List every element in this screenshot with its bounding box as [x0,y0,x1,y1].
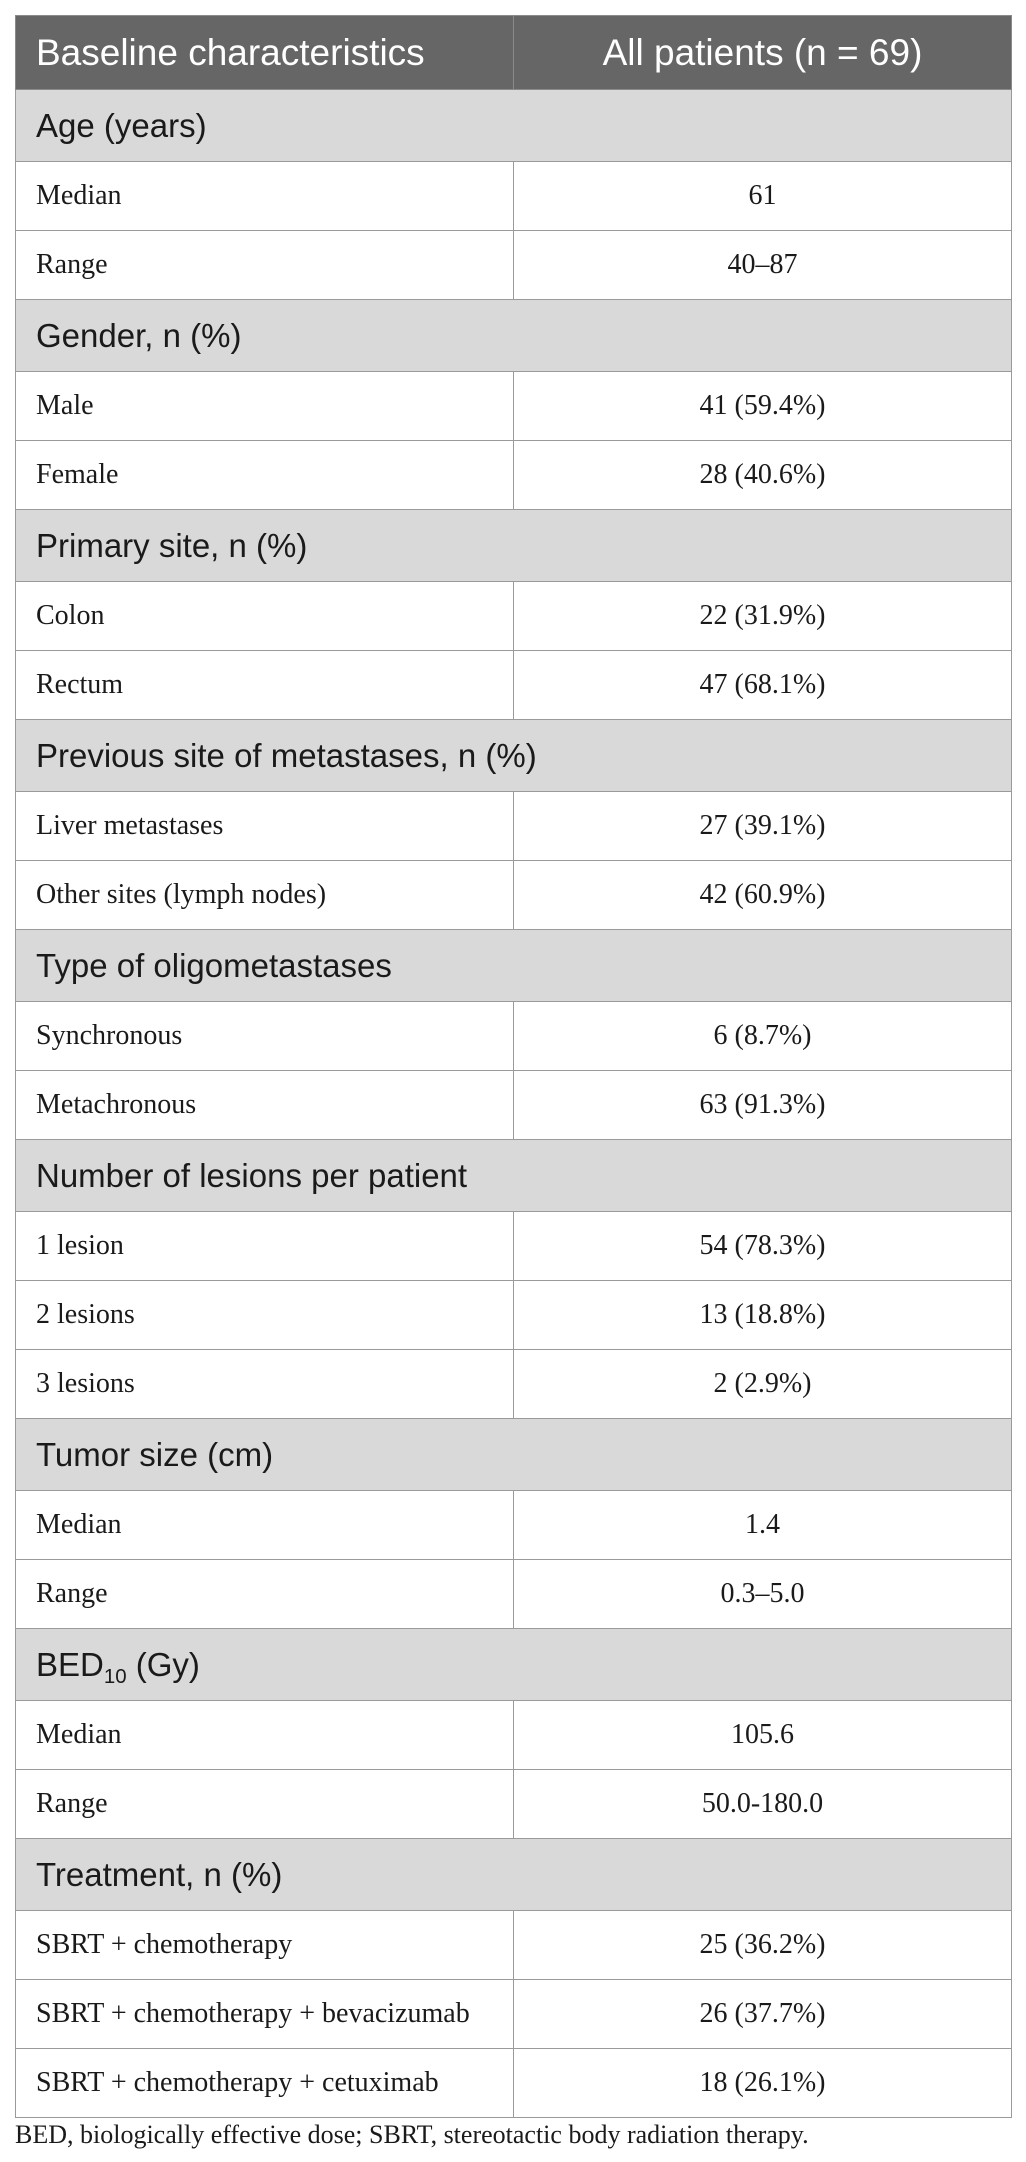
section-header-bed10 [16,1629,1012,1701]
row-value: 18 (26.1%) [514,2049,1012,2118]
section-title: Age (years) [16,90,1012,162]
row-label: Female [16,441,514,510]
table-row [16,1350,1012,1419]
table-row [16,792,1012,861]
table-row [16,372,1012,441]
table-row [16,861,1012,930]
table-row [16,1701,1012,1770]
table-row [16,1911,1012,1980]
row-label: Range [16,1560,514,1629]
table-row [16,1212,1012,1281]
row-label: Median [16,1701,514,1770]
table-row [16,441,1012,510]
row-label: 1 lesion [16,1212,514,1281]
row-value: 13 (18.8%) [514,1281,1012,1350]
table-row [16,1281,1012,1350]
section-title-rest: (Gy) [126,1645,200,1683]
row-value: 63 (91.3%) [514,1071,1012,1140]
row-value: 40–87 [514,231,1012,300]
table-row [16,1560,1012,1629]
section-title-subscript: 10 [103,1664,127,1688]
section-title: Gender, n (%) [16,300,1012,372]
section-title-main: BED [36,1645,104,1683]
row-label: Rectum [16,651,514,720]
row-label: Other sites (lymph nodes) [16,861,514,930]
table-header-row [16,16,1012,90]
table-row [16,1071,1012,1140]
row-value: 28 (40.6%) [514,441,1012,510]
section-title: Tumor size (cm) [16,1419,1012,1491]
table-row [16,162,1012,231]
row-label: Median [16,162,514,231]
row-value: 27 (39.1%) [514,792,1012,861]
row-value: 2 (2.9%) [514,1350,1012,1419]
row-value: 47 (68.1%) [514,651,1012,720]
section-header-lesions [16,1140,1012,1212]
row-value: 1.4 [514,1491,1012,1560]
section-title [16,1629,1012,1701]
table-row [16,2049,1012,2118]
table-row [16,1980,1012,2049]
section-title: Previous site of metastases, n (%) [16,720,1012,792]
row-label: Liver metastases [16,792,514,861]
baseline-characteristics-table [15,15,1012,2118]
row-value: 50.0-180.0 [514,1770,1012,1839]
row-label: SBRT + chemotherapy + bevacizumab [16,1980,514,2049]
section-header-previous-site [16,720,1012,792]
baseline-characteristics-table-container [15,15,1011,2118]
section-header-primary-site [16,510,1012,582]
row-value: 26 (37.7%) [514,1980,1012,2049]
section-header-oligometastases-type [16,930,1012,1002]
table-row [16,1770,1012,1839]
row-value: 25 (36.2%) [514,1911,1012,1980]
row-value: 22 (31.9%) [514,582,1012,651]
row-label: 3 lesions [16,1350,514,1419]
section-header-tumor-size [16,1419,1012,1491]
row-label: Colon [16,582,514,651]
table-row [16,1491,1012,1560]
row-label: Range [16,231,514,300]
row-value: 42 (60.9%) [514,861,1012,930]
table-row [16,582,1012,651]
row-label: Range [16,1770,514,1839]
section-title: Number of lesions per patient [16,1140,1012,1212]
section-title: Primary site, n (%) [16,510,1012,582]
row-value: 105.6 [514,1701,1012,1770]
row-label: Synchronous [16,1002,514,1071]
row-label: 2 lesions [16,1281,514,1350]
row-value: 6 (8.7%) [514,1002,1012,1071]
row-value: 41 (59.4%) [514,372,1012,441]
table-row [16,231,1012,300]
row-label: Metachronous [16,1071,514,1140]
section-header-treatment [16,1839,1012,1911]
row-label: Male [16,372,514,441]
row-value: 61 [514,162,1012,231]
header-baseline-characteristics: Baseline characteristics [16,16,514,90]
section-title: Treatment, n (%) [16,1839,1012,1911]
row-label: SBRT + chemotherapy [16,1911,514,1980]
table-footnote: BED, biologically effective dose; SBRT, stereotactic body radiation therapy. [15,2120,809,2149]
table-row [16,651,1012,720]
table-row [16,1002,1012,1071]
row-label: SBRT + chemotherapy + cetuximab [16,2049,514,2118]
section-header-age [16,90,1012,162]
row-value: 54 (78.3%) [514,1212,1012,1281]
section-title: Type of oligometastases [16,930,1012,1002]
section-header-gender [16,300,1012,372]
row-value: 0.3–5.0 [514,1560,1012,1629]
row-label: Median [16,1491,514,1560]
header-all-patients: All patients (n = 69) [514,16,1012,90]
